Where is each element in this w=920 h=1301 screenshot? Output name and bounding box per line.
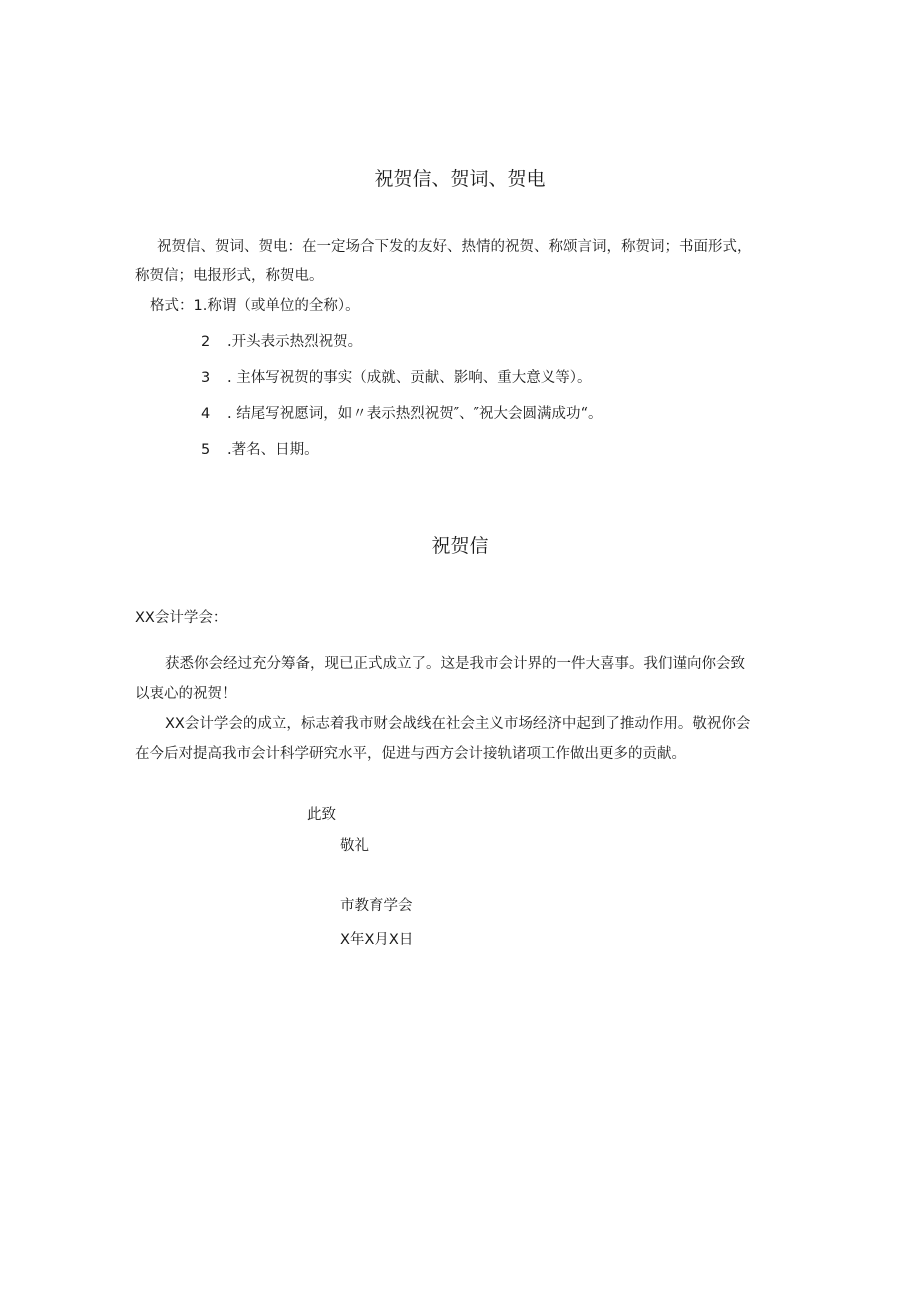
- letter-paragraph-2-line-2: 在今后对提高我市会计科学研究水平，促进与西方会计接轨诸项工作做出更多的贡献。: [135, 746, 686, 762]
- letter-salutation: [135, 608, 227, 628]
- format-item-2: [201, 332, 362, 352]
- format-item-text: .著名、日期。: [227, 442, 319, 458]
- date-year-placeholder: X: [340, 932, 350, 948]
- letter-title: 祝贺信: [431, 535, 489, 557]
- date-day-placeholder: X: [388, 932, 399, 948]
- format-item-number: 4: [201, 406, 211, 422]
- letter-paragraph-1-line-1: 获悉你会经过充分筹备，现已正式成立了。这是我市会计界的一件大喜事。我们谨向你会致: [165, 656, 745, 672]
- date-day-unit: 日: [398, 932, 414, 948]
- format-label: 格式：: [150, 298, 194, 314]
- page-title: 祝贺信、贺词、贺电: [374, 168, 546, 190]
- letter-paragraph-1-line-2: 以衷心的祝贺！: [135, 686, 237, 702]
- paragraph-text: 会计学会的成立，标志着我市财会战线在社会主义市场经济中起到了推动作用。敬祝你会: [184, 716, 751, 732]
- salutation-text: 会计学会：: [154, 610, 228, 626]
- format-item-number: 5: [201, 442, 211, 458]
- format-item-4: [201, 404, 602, 424]
- letter-closing-1: 此致: [307, 807, 336, 823]
- date-month-unit: 月: [374, 932, 389, 948]
- format-item-number: 1.: [193, 298, 208, 314]
- format-item-text: .开头表示热烈祝贺。: [227, 334, 363, 350]
- definition-line-2: 称贺信；电报形式，称贺电。: [135, 268, 324, 284]
- format-item-1: [150, 296, 360, 316]
- format-item-number: 2: [201, 334, 211, 350]
- format-item-5: [201, 440, 319, 460]
- salutation-placeholder: XX: [135, 610, 155, 626]
- format-item-3: [201, 368, 591, 388]
- date-month-placeholder: X: [364, 932, 375, 948]
- format-item-number: 3: [201, 370, 211, 386]
- format-item-text: . 结尾写祝愿词，如〃表示热烈祝贺″、″祝大会圆满成功“。: [227, 406, 603, 422]
- definition-line-1: 祝贺信、贺词、贺电：在一定场合下发的友好、热情的祝贺、称颂言词，称贺词；书面形式，: [157, 239, 752, 255]
- date-year-unit: 年: [349, 932, 365, 948]
- letter-closing-2: 敬礼: [340, 838, 369, 854]
- letter-signature: 市教育学会: [340, 898, 413, 914]
- paragraph-placeholder: XX: [165, 716, 185, 732]
- format-item-text: 称谓（或单位的全称）。: [207, 298, 360, 314]
- format-item-text: . 主体写祝贺的事实（成就、贡献、影响、重大意义等）。: [227, 370, 592, 386]
- letter-date: [340, 930, 413, 950]
- letter-paragraph-2-line-1: [165, 714, 750, 734]
